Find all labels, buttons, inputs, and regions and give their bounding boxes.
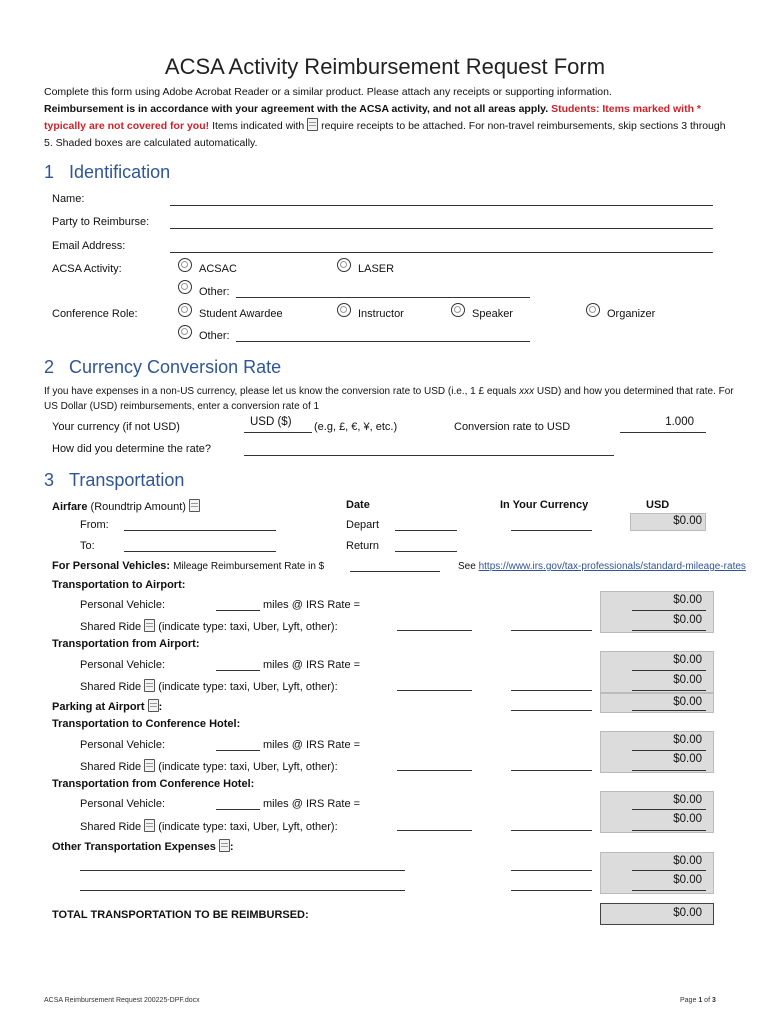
other-expense-1-currency-field[interactable] bbox=[511, 870, 592, 871]
shared-ride-text: Shared Ride bbox=[80, 621, 142, 633]
from-airport-heading: Transportation from Airport: bbox=[52, 638, 200, 650]
option-activity-other: Other: bbox=[199, 286, 230, 298]
underline bbox=[632, 690, 706, 691]
footer-of-word: of bbox=[704, 997, 711, 1004]
parking-text: Parking at Airport bbox=[52, 701, 145, 713]
activity-other-field[interactable] bbox=[236, 297, 530, 298]
party-label: Party to Reimburse: bbox=[52, 216, 150, 228]
shared-ride-text: Shared Ride bbox=[80, 761, 142, 773]
shared-ride-label bbox=[80, 759, 338, 773]
receipt-icon bbox=[144, 819, 155, 832]
shared-ride-text: Shared Ride bbox=[80, 681, 142, 693]
from-hotel-sr-currency-field[interactable] bbox=[511, 830, 592, 831]
other-expense-1-usd: $0.00 bbox=[673, 855, 702, 867]
col-usd: USD bbox=[646, 499, 670, 511]
irs-link[interactable]: https://www.irs.gov/tax-professionals/standard-mileage-rates bbox=[478, 561, 746, 572]
depart-date-field[interactable] bbox=[395, 530, 457, 531]
personal-vehicle-label: Personal Vehicle: bbox=[80, 659, 165, 671]
intro-rest-b: require receipts to be attached. For non-travel reimbursements, skip sections 3 through 5. Shaded boxes are calculated automatically. bbox=[44, 120, 726, 149]
shared-hint: (indicate type: taxi, Uber, Lyft, other): bbox=[158, 821, 338, 833]
radio-role-other[interactable] bbox=[178, 325, 192, 339]
return-label: Return bbox=[346, 540, 380, 552]
role-label: Conference Role: bbox=[52, 308, 138, 320]
section-3-heading bbox=[44, 470, 184, 491]
depart-label: Depart bbox=[346, 519, 380, 531]
receipt-icon bbox=[219, 839, 230, 852]
underline bbox=[632, 870, 706, 871]
section-number: 3 bbox=[44, 470, 55, 490]
shared-ride-label bbox=[80, 619, 338, 633]
radio-instructor[interactable] bbox=[337, 303, 351, 317]
to-airport-sr-usd: $0.00 bbox=[673, 614, 702, 626]
to-hotel-pv-usd: $0.00 bbox=[673, 734, 702, 746]
email-field[interactable] bbox=[170, 252, 713, 253]
from-airport-miles-field[interactable] bbox=[216, 670, 260, 671]
shared-hint: (indicate type: taxi, Uber, Lyft, other): bbox=[158, 681, 338, 693]
footer-page-total: 3 bbox=[711, 997, 716, 1004]
receipt-icon bbox=[144, 619, 155, 632]
underline bbox=[632, 750, 706, 751]
party-field[interactable] bbox=[170, 228, 713, 229]
footer-page-number bbox=[680, 997, 716, 1004]
to-hotel-miles-field[interactable] bbox=[216, 750, 260, 751]
personal-rest: Mileage Reimbursement Rate in $ bbox=[173, 561, 325, 572]
total-transportation-value: $0.00 bbox=[673, 907, 702, 919]
underline bbox=[632, 630, 706, 631]
option-organizer: Organizer bbox=[607, 308, 656, 320]
from-hotel-miles-field[interactable] bbox=[216, 809, 260, 810]
from-hotel-sr-usd: $0.00 bbox=[673, 813, 702, 825]
airfare-currency-field[interactable] bbox=[511, 530, 592, 531]
personal-vehicle-label: Personal Vehicle: bbox=[80, 739, 165, 751]
personal-vehicles-label bbox=[52, 560, 324, 572]
other-expenses-label: Other Transportation Expenses : bbox=[52, 841, 234, 853]
miles-label: miles @ IRS Rate = bbox=[263, 798, 361, 810]
parking-label: Parking at Airport : bbox=[52, 701, 163, 713]
conversion-field[interactable]: 1.000 bbox=[665, 416, 694, 428]
currency-desc-b: USD) and how you determined that rate. For US Dollar (USD) reimbursements, enter a conversion rate of 1 bbox=[44, 386, 734, 412]
col-currency: In Your Currency bbox=[500, 499, 589, 511]
shared-ride-text: Shared Ride bbox=[80, 821, 142, 833]
section-title: Currency Conversion Rate bbox=[69, 357, 282, 377]
to-label: To: bbox=[80, 540, 95, 552]
radio-organizer[interactable] bbox=[586, 303, 600, 317]
from-label: From: bbox=[80, 519, 109, 531]
radio-acsac[interactable] bbox=[178, 258, 192, 272]
currency-hint: (e.g, £, €, ¥, etc.) bbox=[314, 421, 398, 433]
to-field[interactable] bbox=[124, 551, 276, 552]
section-title: Identification bbox=[69, 162, 171, 182]
underline bbox=[632, 770, 706, 771]
activity-label: ACSA Activity: bbox=[52, 263, 122, 275]
underline bbox=[632, 610, 706, 611]
receipt-icon bbox=[189, 499, 200, 512]
section-title: Transportation bbox=[69, 470, 185, 490]
footer-page-word: Page bbox=[680, 997, 697, 1004]
personal-vehicle-label: Personal Vehicle: bbox=[80, 599, 165, 611]
to-airport-pv-usd: $0.00 bbox=[673, 594, 702, 606]
from-airport-ride-type-field[interactable] bbox=[397, 690, 472, 691]
return-date-field[interactable] bbox=[395, 551, 457, 552]
miles-label: miles @ IRS Rate = bbox=[263, 599, 361, 611]
currency-desc-xxx: xxx bbox=[519, 386, 535, 397]
to-hotel-ride-type-field[interactable] bbox=[397, 770, 472, 771]
parking-usd: $0.00 bbox=[673, 696, 702, 708]
name-label: Name: bbox=[52, 193, 85, 205]
currency-desc-a: If you have expenses in a non-US currency, please let us know the conversion rate to USD (i.e., 1 £ equals bbox=[44, 386, 517, 397]
intro-text bbox=[44, 84, 734, 152]
from-airport-pv-usd: $0.00 bbox=[673, 654, 702, 666]
section-1-heading bbox=[44, 162, 170, 183]
conversion-label: Conversion rate to USD bbox=[454, 421, 571, 433]
airfare-rest: (Roundtrip Amount) bbox=[90, 501, 186, 513]
your-currency-label: Your currency (if not USD) bbox=[52, 421, 180, 433]
to-airport-miles-field[interactable] bbox=[216, 610, 260, 611]
option-speaker: Speaker bbox=[472, 308, 513, 320]
from-hotel-heading: Transportation from Conference Hotel: bbox=[52, 778, 255, 790]
section-number: 1 bbox=[44, 162, 55, 182]
underline bbox=[632, 670, 706, 671]
from-hotel-ride-type-field[interactable] bbox=[397, 830, 472, 831]
option-role-other: Other: bbox=[199, 330, 230, 342]
footer-filename: ACSA Reimbursement Request 200225-DPF.docx bbox=[44, 997, 200, 1004]
role-other-field[interactable] bbox=[236, 341, 530, 342]
receipt-icon bbox=[144, 759, 155, 772]
to-hotel-sr-currency-field[interactable] bbox=[511, 770, 592, 771]
airfare-usd-value: $0.00 bbox=[673, 515, 702, 527]
underline bbox=[632, 710, 706, 711]
radio-activity-other[interactable] bbox=[178, 280, 192, 294]
from-field[interactable] bbox=[124, 530, 276, 531]
other-expenses-text: Other Transportation Expenses bbox=[52, 841, 216, 853]
total-transportation-label: TOTAL TRANSPORTATION TO BE REIMBURSED: bbox=[52, 909, 309, 921]
other-expense-2-currency-field[interactable] bbox=[511, 890, 592, 891]
intro-p1: Complete this form using Adobe Acrobat Reader or a similar product. Please attach any receipts or supporting information. bbox=[44, 86, 612, 98]
other-expense-2-usd: $0.00 bbox=[673, 874, 702, 886]
receipt-icon bbox=[144, 679, 155, 692]
underline bbox=[632, 890, 706, 891]
conversion-underline bbox=[620, 432, 706, 433]
radio-student-awardee[interactable] bbox=[178, 303, 192, 317]
name-field[interactable] bbox=[170, 205, 713, 206]
radio-speaker[interactable] bbox=[451, 303, 465, 317]
airfare-bold: Airfare bbox=[52, 501, 88, 513]
receipt-icon bbox=[307, 118, 318, 131]
from-airport-sr-usd: $0.00 bbox=[673, 674, 702, 686]
underline bbox=[632, 809, 706, 810]
to-airport-sr-currency-field[interactable] bbox=[511, 630, 592, 631]
option-acsac: ACSAC bbox=[199, 263, 237, 275]
currency-description bbox=[44, 384, 734, 414]
email-label: Email Address: bbox=[52, 240, 126, 252]
section-2-heading bbox=[44, 357, 281, 378]
see-label: See bbox=[458, 561, 476, 572]
airfare-label bbox=[52, 499, 200, 513]
miles-label: miles @ IRS Rate = bbox=[263, 739, 361, 751]
from-hotel-pv-usd: $0.00 bbox=[673, 794, 702, 806]
how-determined-label: How did you determine the rate? bbox=[52, 443, 211, 455]
how-determined-field[interactable] bbox=[244, 455, 614, 456]
currency-field-underline bbox=[244, 432, 312, 433]
radio-laser[interactable] bbox=[337, 258, 351, 272]
option-laser: LASER bbox=[358, 263, 395, 275]
page-title: ACSA Activity Reimbursement Request Form bbox=[164, 54, 606, 79]
section-number: 2 bbox=[44, 357, 55, 377]
miles-label: miles @ IRS Rate = bbox=[263, 659, 361, 671]
col-date: Date bbox=[346, 499, 370, 511]
to-airport-ride-type-field[interactable] bbox=[397, 630, 472, 631]
intro-rest-a: Items indicated with bbox=[212, 120, 305, 132]
receipt-icon bbox=[148, 699, 159, 712]
currency-field[interactable]: USD ($) bbox=[250, 416, 292, 428]
other-expense-1-desc-field[interactable] bbox=[80, 870, 405, 871]
shared-ride-label bbox=[80, 679, 338, 693]
other-expense-2-desc-field[interactable] bbox=[80, 890, 405, 891]
option-instructor: Instructor bbox=[358, 308, 404, 320]
intro-students-warning: Students: Items marked with * typically are not covered for you! bbox=[44, 103, 702, 132]
personal-vehicle-label: Personal Vehicle: bbox=[80, 798, 165, 810]
shared-ride-label bbox=[80, 819, 338, 833]
personal-bold: For Personal Vehicles: bbox=[52, 560, 170, 572]
shared-hint: (indicate type: taxi, Uber, Lyft, other): bbox=[158, 761, 338, 773]
to-hotel-heading: Transportation to Conference Hotel: bbox=[52, 718, 241, 730]
parking-currency-field[interactable] bbox=[511, 710, 592, 711]
to-airport-heading: Transportation to Airport: bbox=[52, 579, 186, 591]
intro-bold: Reimbursement is in accordance with your agreement with the ACSA activity, and not all areas apply. bbox=[44, 103, 549, 115]
irs-reference bbox=[458, 561, 746, 572]
underline bbox=[632, 830, 706, 831]
option-student-awardee: Student Awardee bbox=[199, 308, 283, 320]
footer-page-current: 1 bbox=[698, 997, 703, 1004]
shared-hint: (indicate type: taxi, Uber, Lyft, other): bbox=[158, 621, 338, 633]
to-hotel-sr-usd: $0.00 bbox=[673, 753, 702, 765]
from-airport-sr-currency-field[interactable] bbox=[511, 690, 592, 691]
mileage-rate-field[interactable] bbox=[350, 571, 440, 572]
